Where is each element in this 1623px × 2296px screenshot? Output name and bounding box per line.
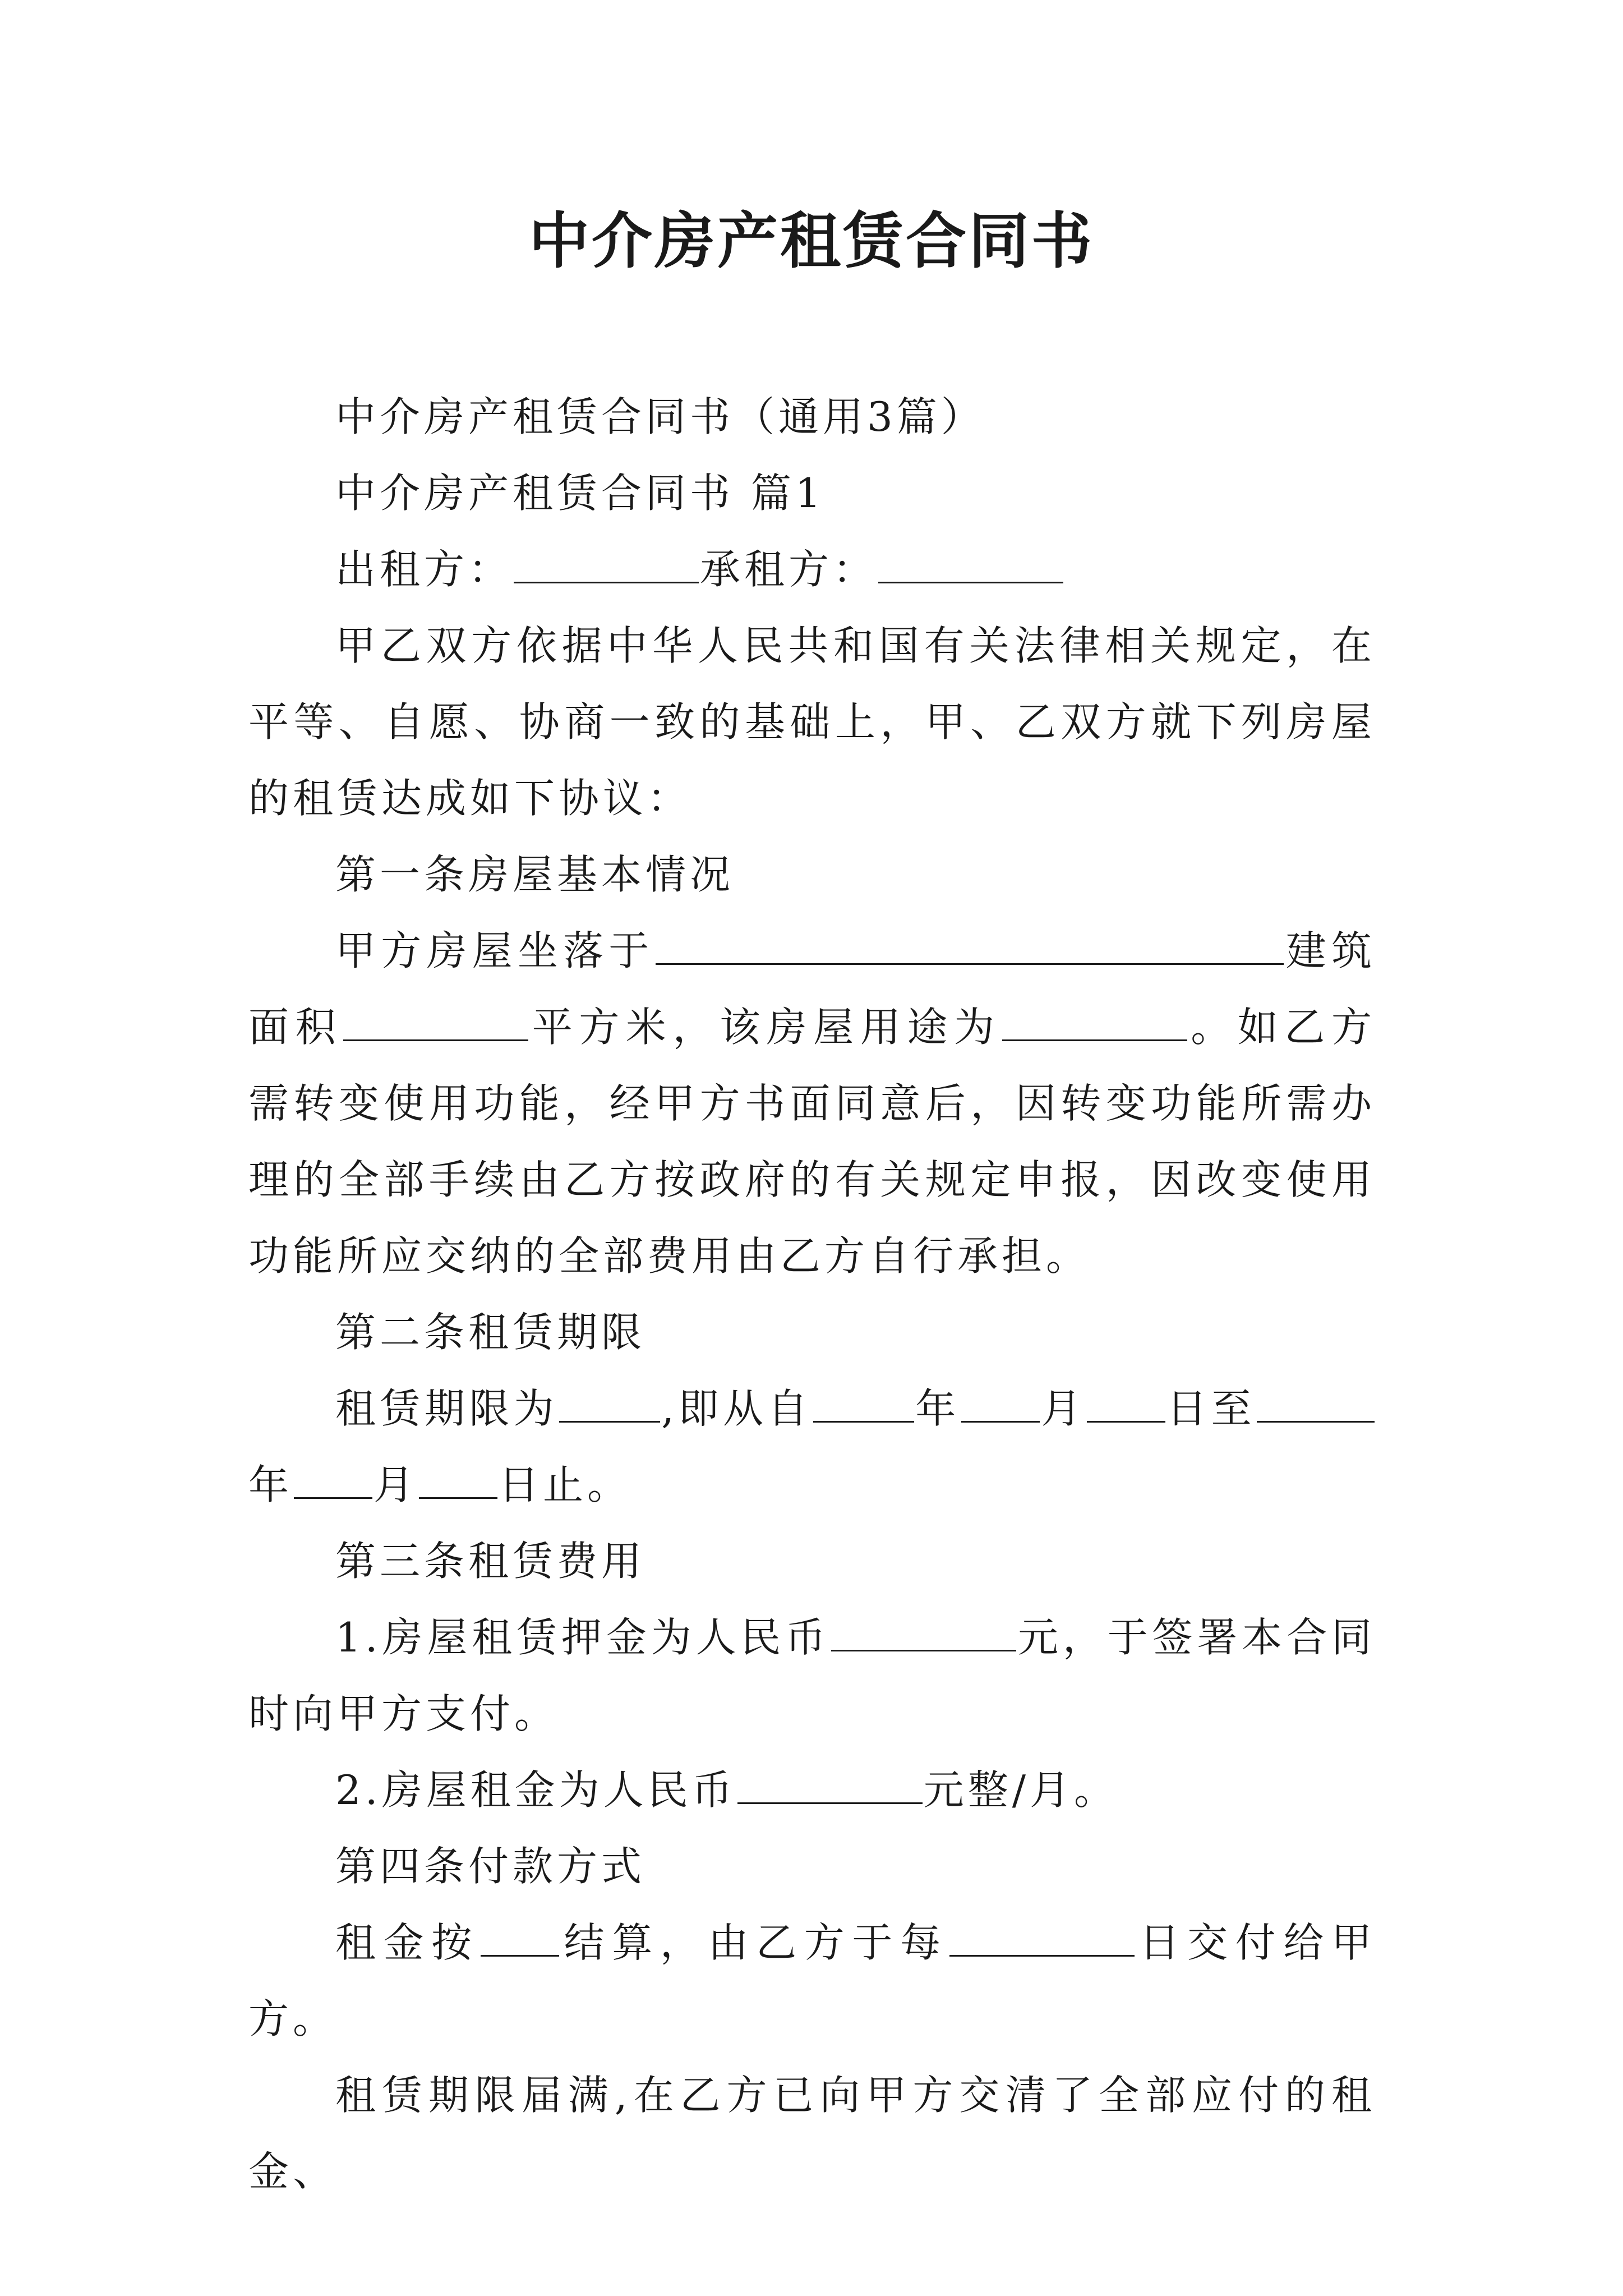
location-blank — [656, 931, 1284, 965]
intro-paragraph: 甲乙双方依据中华人民共和国有关法律相关规定，在平等、自愿、协商一致的基础上，甲、乙双方就下列房屋的租赁达成如下协议： — [248, 622, 1376, 822]
rent-blank — [737, 1770, 923, 1804]
section-heading: 中介房产租赁合同书 篇1 — [335, 470, 825, 517]
lessor-label: 出租方： — [335, 546, 513, 593]
term-blank — [559, 1388, 660, 1423]
document-body — [248, 379, 1376, 2210]
article-4-paragraph-1 — [248, 1904, 1376, 2057]
area-blank — [343, 1007, 528, 1041]
article-3-item-1 — [248, 1599, 1376, 1752]
deposit-text-2: 元，于签署本合同时向甲方支付。 — [248, 1614, 1376, 1737]
art2-text-5: 日至 — [1166, 1385, 1256, 1432]
payday-blank — [949, 1922, 1135, 1957]
start-year-blank — [813, 1388, 914, 1423]
article-2-heading: 第二条租赁期限 — [335, 1309, 646, 1356]
art1-text-3: 平方米，该房屋用途为 — [529, 1004, 1001, 1051]
article-2-paragraph — [248, 1370, 1376, 1523]
start-day-blank — [1087, 1388, 1165, 1423]
art2-text-3: 年 — [915, 1385, 960, 1432]
subtitle: 中介房产租赁合同书（通用3篇） — [335, 393, 985, 440]
rent-text-2: 元整/月。 — [923, 1766, 1118, 1814]
end-day-blank — [419, 1465, 497, 1499]
article-3-heading: 第三条租赁费用 — [335, 1538, 646, 1585]
payment-text-2: 结算，由乙方于每 — [560, 1919, 948, 1966]
end-year-blank — [1257, 1388, 1375, 1423]
art2-text-4: 月 — [1040, 1385, 1086, 1432]
payment-text-1: 租金按 — [335, 1919, 479, 1966]
document-title: 中介房产租赁合同书 — [528, 206, 1094, 277]
rent-text: 2.房屋租金为人民币 — [335, 1766, 736, 1814]
art2-text-1: 租赁期限为 — [335, 1385, 559, 1432]
lessee-label: 承租方： — [700, 546, 878, 593]
lessor-blank — [514, 549, 699, 583]
art2-text-8: 日止。 — [499, 1461, 632, 1508]
art1-text-4: 。如乙方需转变使用功能，经甲方书面同意后，因转变功能所需办理的全部手续由乙方按政府的有关规定申报，因改变使用功能所应交纳的全部费用由乙方自行承担。 — [248, 1004, 1376, 1280]
art2-text-2: ,即从自 — [661, 1385, 812, 1432]
article-3-item-2 — [248, 1752, 1376, 1828]
payment-text-3: 日交付给甲方。 — [248, 1919, 1376, 2042]
lessee-blank — [878, 549, 1063, 583]
end-month-blank — [294, 1465, 372, 1499]
article-4-paragraph-2: 租赁期限届满,在乙方已向甲方交清了全部应付的租金、 — [248, 2072, 1376, 2195]
art2-text-6: 年 — [248, 1461, 293, 1508]
art1-text-2: 建筑面积 — [248, 927, 1376, 1051]
deposit-blank — [831, 1617, 1016, 1651]
parties-line — [248, 531, 1376, 608]
usage-blank — [1002, 1007, 1187, 1041]
art2-text-7: 月 — [374, 1461, 418, 1508]
article-1-heading: 第一条房屋基本情况 — [335, 851, 735, 898]
settlement-blank — [481, 1922, 559, 1957]
article-4-heading: 第四条付款方式 — [335, 1843, 646, 1890]
art1-text-1: 甲方房屋坐落于 — [335, 927, 654, 974]
deposit-text: 1.房屋租赁押金为人民币 — [335, 1614, 831, 1661]
start-month-blank — [961, 1388, 1040, 1423]
article-1-paragraph — [248, 913, 1376, 1294]
